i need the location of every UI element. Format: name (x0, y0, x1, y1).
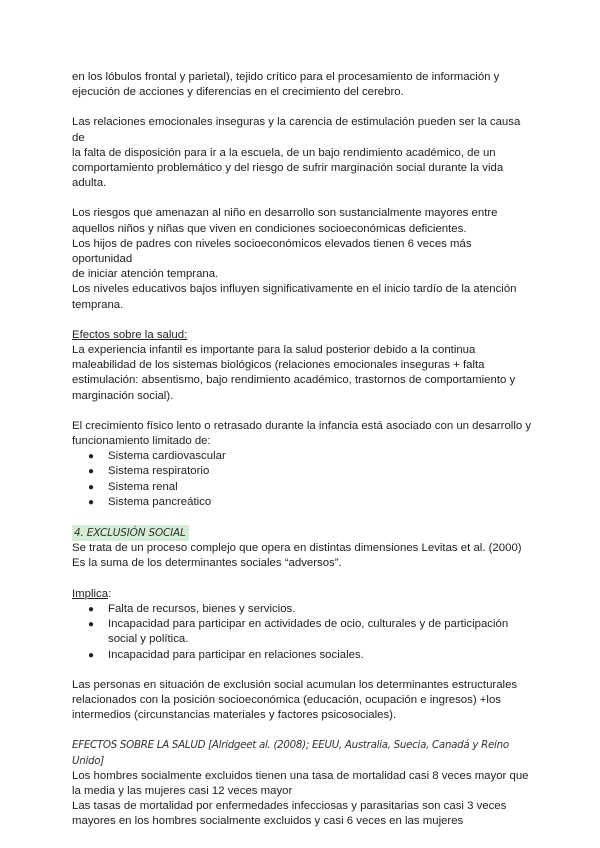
text-line: aquellos niños y niñas que viven en condiciones socioeconómicas deficientes. (72, 222, 467, 235)
implica-list (72, 602, 532, 663)
section-heading: EFECTOS SOBRE LA SALUD [Alridgeet al. (2008); EEUU, Australia, Suecia, Canadá y Reino Unido] (72, 739, 509, 767)
text-line: Los hijos de padres con niveles socioeconómicos elevados tienen 6 veces más oportunidad (72, 237, 472, 266)
paragraph-exclusion-determinants (72, 678, 532, 724)
text-line: comportamiento problemático y del riesgo de sufrir marginación social durante la vida (72, 162, 504, 175)
bullet-icon: ● (88, 619, 95, 631)
text-line: Las personas en situación de exclusión social acumulan los determinantes estructurales (72, 678, 518, 691)
text-line: La experiencia infantil es importante para la salud posterior debido a la continua (72, 344, 476, 357)
list-item: ● Sistema renal (72, 480, 532, 495)
health-effects-title: Efectos sobre la salud: (72, 328, 188, 341)
section-health-effects-exclusion (72, 738, 532, 829)
list-item: ● Sistema respiratorio (72, 464, 532, 479)
text-line: Las relaciones emocionales inseguras y la carencia de estimulación pueden ser la causa de (72, 116, 521, 144)
section-social-exclusion (72, 525, 532, 572)
text-line: Los hombres socialmente excluidos tienen una tasa de mortalidad casi 8 veces mayor que (72, 769, 529, 782)
list-item: ● Sistema cardiovascular (72, 449, 532, 464)
text-line: maleabilidad de los sistemas biológicos (relaciones emocionales inseguras + falta (72, 359, 485, 372)
bullet-icon: ● (88, 649, 95, 661)
text-line: Las tasas de mortalidad por enfermedades infecciosas y parasitarias son casi 3 veces (72, 800, 507, 813)
implica-title: Implica (72, 587, 109, 600)
text-line: en los lóbulos frontal y parietal), tejido crítico para el procesamiento de información y (72, 71, 500, 83)
bullet-icon: ● (88, 481, 95, 493)
list-item: ● Incapacidad para participar en relaciones sociales. (72, 648, 532, 663)
paragraph-emotional-relations (72, 115, 532, 191)
text-line: relacionados con la posición socioeconómica (educación, ocupación e ingresos) +los (72, 693, 501, 706)
text-line: Es la suma de los determinantes sociales “adversos”. (72, 557, 342, 570)
bullet-icon: ● (88, 466, 95, 478)
text-line: ejecución de acciones y diferencias en el crecimiento del cerebro. (72, 86, 404, 99)
text-line: la falta de disposición para ir a la escuela, de un bajo rendimiento académico, de un (72, 146, 496, 159)
text-line: mayores en los hombres socialmente excluidos y casi 6 veces en las mujeres (72, 815, 464, 828)
paragraph-physical-growth (72, 419, 532, 449)
text-line: Se trata de un proceso complejo que opera en distintas dimensiones Levitas et al. (2000) (72, 542, 522, 555)
section-health-effects (72, 328, 532, 404)
list-item: ● Falta de recursos, bienes y servicios. (72, 602, 532, 617)
text-line: Los niveles educativos bajos influyen significativamente en el inicio tardío de la atención (72, 283, 517, 296)
text-line: funcionamiento limitado de: (72, 435, 211, 448)
text-line: intermedios (circunstancias materiales y factores psicosociales). (72, 709, 397, 722)
implica-title-line: Implica: (72, 587, 112, 600)
text-line: adulta. (72, 177, 107, 190)
text-line: la media y las mujeres casi 12 veces mayor (72, 784, 293, 797)
paragraph-socioeconomic-risks (72, 206, 532, 312)
section-heading: 4. EXCLUSIÓN SOCIAL (72, 525, 189, 541)
bullet-icon: ● (88, 451, 95, 463)
document-page (72, 70, 532, 830)
paragraph-brain-development (72, 70, 532, 100)
text-line: estimulación: absentismo, bajo rendimiento académico, trastornos de comportamiento y (72, 374, 516, 387)
text-line: Los riesgos que amenazan al niño en desarrollo son sustancialmente mayores entre (72, 207, 498, 220)
text-line: de iniciar atención temprana. (72, 268, 219, 281)
text-line: El crecimiento físico lento o retrasado durante la infancia está asociado con un desarrollo y (72, 419, 532, 432)
text-line: temprana. (72, 298, 124, 311)
list-item: ● Sistema pancreático (72, 495, 532, 510)
bullet-icon: ● (88, 496, 95, 508)
bullet-icon: ● (88, 603, 95, 615)
list-item: ● Incapacidad para participar en actividades de ocio, culturales y de participación social y política. (88, 618, 509, 646)
text-line: marginación social). (72, 389, 174, 402)
systems-list (72, 449, 532, 510)
